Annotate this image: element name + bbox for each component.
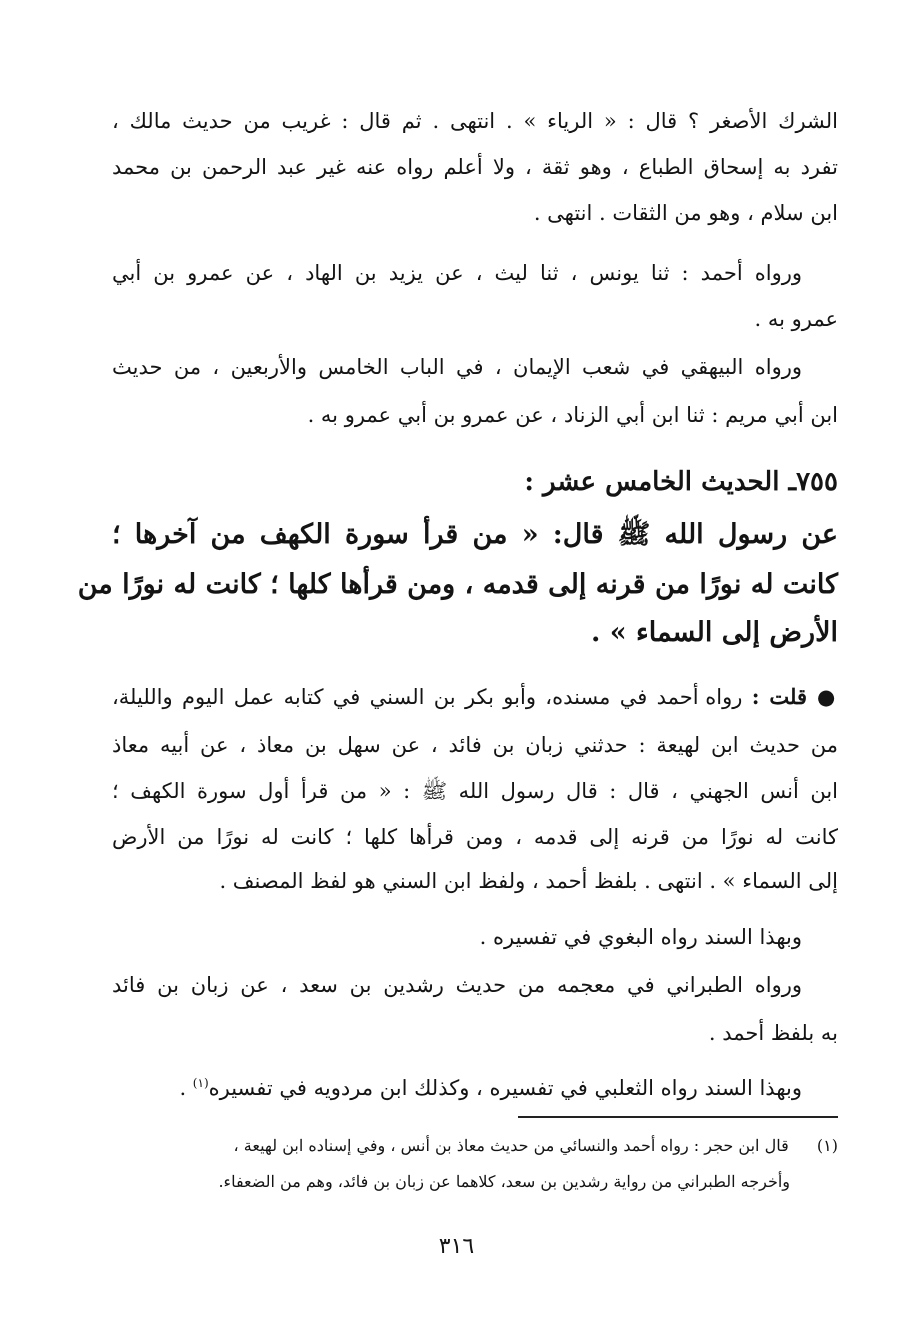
commentary-line: [112, 682, 838, 712]
commentary-text: وبهذا السند رواه الثعلبي في تفسيره ، وكذلك ابن مردويه في تفسيره: [208, 1076, 802, 1100]
footnote-marker: (١): [816, 1136, 838, 1155]
text-line: ابن أبي مريم : ثنا ابن أبي الزناد ، عن عمرو بن أبي عمرو به .: [307, 403, 838, 427]
hadith-heading: ٧٥٥ـ الحديث الخامس عشر :: [524, 467, 838, 497]
footnote-line: وأخرجه الطبراني من رواية رشدين بن سعد، كلاهما عن زبان بن فائد، وهم من الضعفاء.: [218, 1172, 790, 1191]
commentary-label: ● قلت :: [751, 684, 838, 709]
commentary-line: ابن أنس الجهني ، قال : قال رسول الله ﷺ : « من قرأ أول سورة الكهف ؛: [112, 779, 838, 803]
commentary-line: ورواه الطبراني في معجمه من حديث رشدين بن سعد ، عن زبان بن فائد: [112, 973, 802, 997]
commentary-line: وبهذا السند رواه البغوي في تفسيره .: [479, 925, 802, 949]
hadith-line: كانت له نورًا من قرنه إلى قدمه ، ومن قرأها كلها ؛ كانت له نورًا من: [77, 569, 838, 600]
text-line: ابن سلام ، وهو من الثقات . انتهى .: [533, 201, 838, 225]
commentary-line: به بلفظ أحمد .: [708, 1021, 838, 1045]
page-number: ٣١٦: [438, 1234, 475, 1259]
text-line: عمرو به .: [754, 307, 838, 331]
hadith-line: الأرض إلى السماء » .: [590, 617, 838, 648]
text-line: ورواه أحمد : ثنا يونس ، ثنا ليث ، عن يزيد بن الهاد ، عن عمرو بن أبي: [112, 261, 802, 285]
hadith-line: عن رسول الله ﷺ قال: « من قرأ سورة الكهف من آخرها ؛: [112, 519, 838, 550]
footnote-reference: (١): [192, 1076, 209, 1090]
text-line: تفرد به إسحاق الطباع ، وهو ثقة ، ولا أعلم رواه عنه غير عبد الرحمن بن محمد: [112, 155, 838, 179]
commentary-line: كانت له نورًا من قرنه إلى قدمه ، ومن قرأها كلها ؛ كانت له نورًا من الأرض: [112, 825, 838, 849]
commentary-text: .: [179, 1076, 193, 1100]
footnote-line: [234, 1134, 838, 1158]
footnote-text: قال ابن حجر : رواه أحمد والنسائي من حديث معاذ بن أنس ، وفي إسناده ابن لهيعة ،: [233, 1136, 789, 1155]
text-line: ورواه البيهقي في شعب الإيمان ، في الباب الخامس والأربعين ، من حديث: [112, 355, 802, 379]
commentary-line: [179, 1068, 838, 1103]
commentary-line: من حديث ابن لهيعة : حدثني زبان بن فائد ، عن سهل بن معاذ ، عن أبيه معاذ: [112, 733, 838, 757]
footnote-separator: [518, 1116, 838, 1118]
commentary-text: رواه أحمد في مسنده، وأبو بكر بن السني في كتابه عمل اليوم والليلة،: [112, 685, 743, 709]
text-line: الشرك الأصغر ؟ قال : « الرياء » . انتهى . ثم قال : غريب من حديث مالك ،: [112, 109, 838, 133]
commentary-line: إلى السماء » . انتهى . بلفظ أحمد ، ولفظ ابن السني هو لفظ المصنف .: [219, 869, 838, 893]
